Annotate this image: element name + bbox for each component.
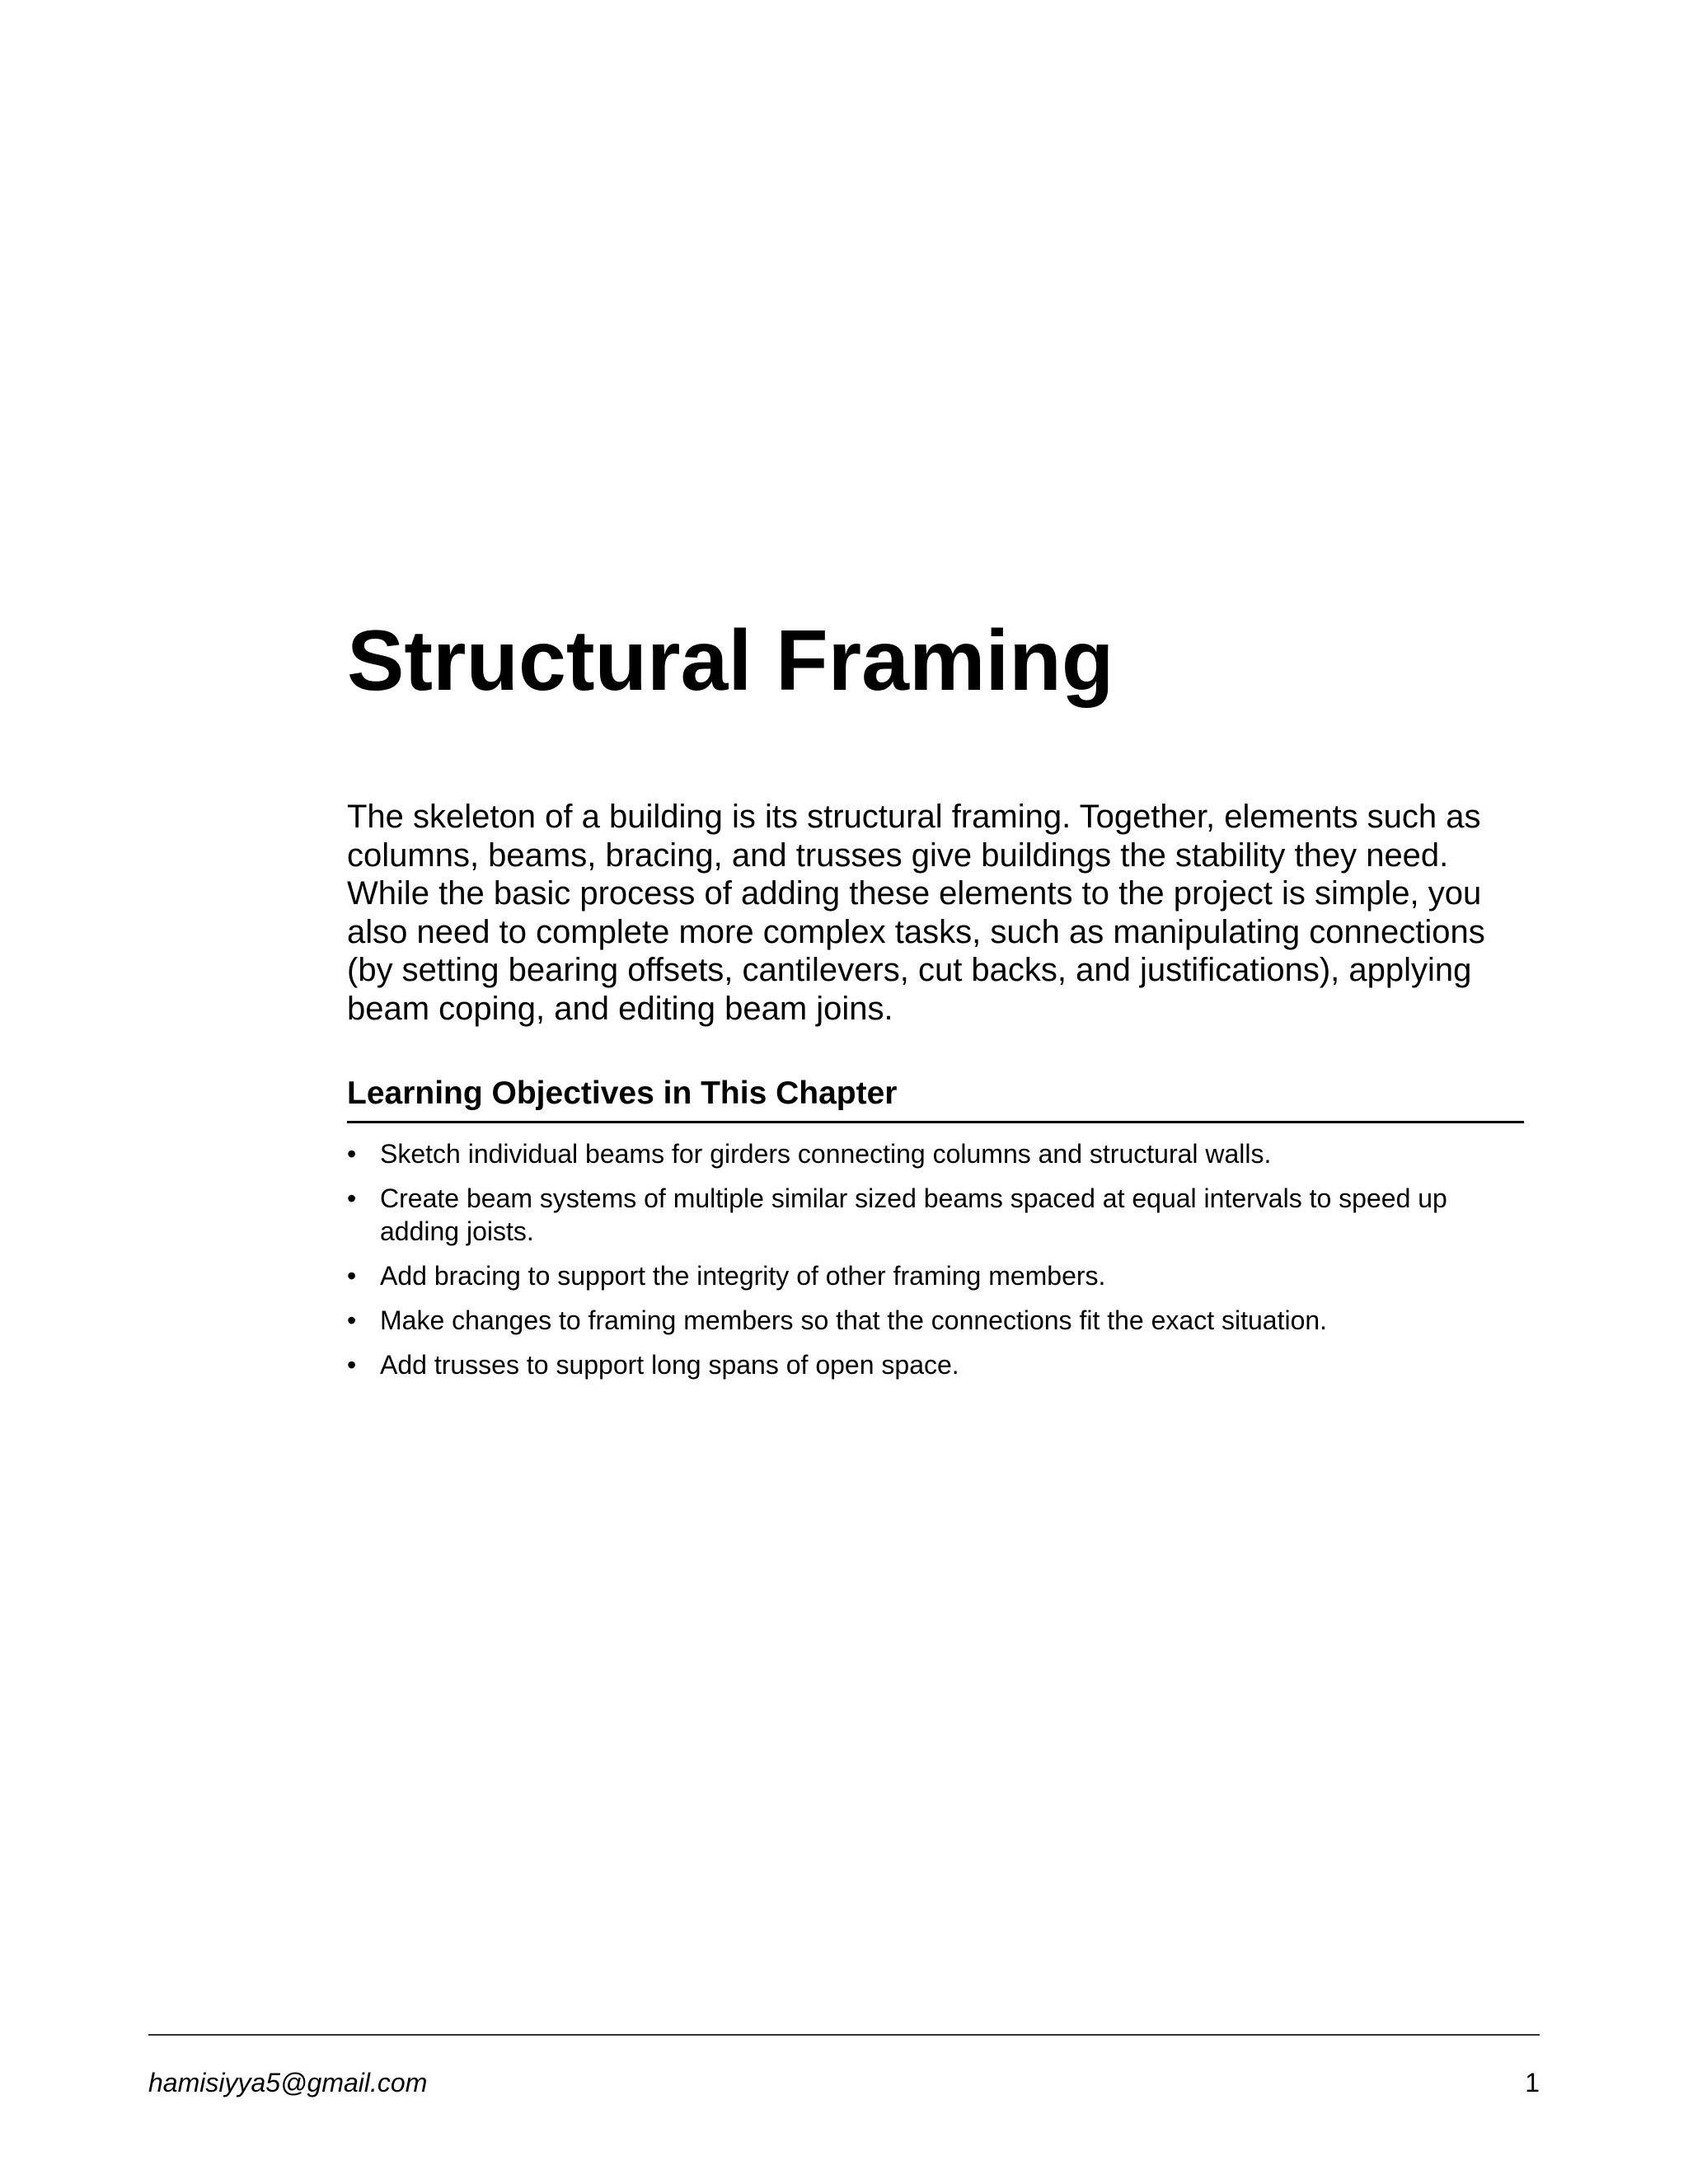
- learning-objectives-heading: Learning Objectives in This Chapter: [347, 1076, 898, 1111]
- bullet-icon: •: [347, 1183, 357, 1213]
- chapter-intro-paragraph: The skeleton of a building is its structural framing. Together, elements such as columns, beams, bracing, and trusses give buildings the stability they need. While the basic process of adding these elements to the project is simple, you also need to complete more complex tasks, such as manipulating connections (by setting bearing offsets, cantilevers, cut backs, and justifications), applying beam coping, and editing beam joins.: [347, 799, 1485, 1027]
- list-item-text: Add trusses to support long spans of open space.: [380, 1350, 959, 1380]
- list-item: [347, 1182, 1534, 1248]
- learning-objectives-list: [347, 1137, 1534, 1393]
- bullet-icon: •: [347, 1305, 357, 1335]
- objectives-divider: [347, 1121, 1524, 1123]
- chapter-title: Structural Framing: [347, 613, 1114, 709]
- bullet-icon: •: [347, 1139, 357, 1169]
- bullet-icon: •: [347, 1261, 357, 1291]
- list-item: [347, 1304, 1534, 1337]
- list-item-text: Add bracing to support the integrity of other framing members.: [380, 1261, 1106, 1291]
- list-item: [347, 1348, 1534, 1381]
- list-item: [347, 1259, 1534, 1292]
- list-item: [347, 1137, 1534, 1170]
- list-item-text: Sketch individual beams for girders connecting columns and structural walls.: [380, 1139, 1272, 1169]
- list-item-text: Make changes to framing members so that the connections fit the exact situation.: [380, 1305, 1328, 1335]
- footer-email: hamisiyya5@gmail.com: [148, 2068, 428, 2097]
- page-number: 1: [1525, 2068, 1540, 2097]
- list-item-text: Create beam systems of multiple similar sized beams spaced at equal intervals to speed up adding joists.: [380, 1183, 1447, 1246]
- footer-divider: [148, 2034, 1540, 2036]
- bullet-icon: •: [347, 1350, 357, 1380]
